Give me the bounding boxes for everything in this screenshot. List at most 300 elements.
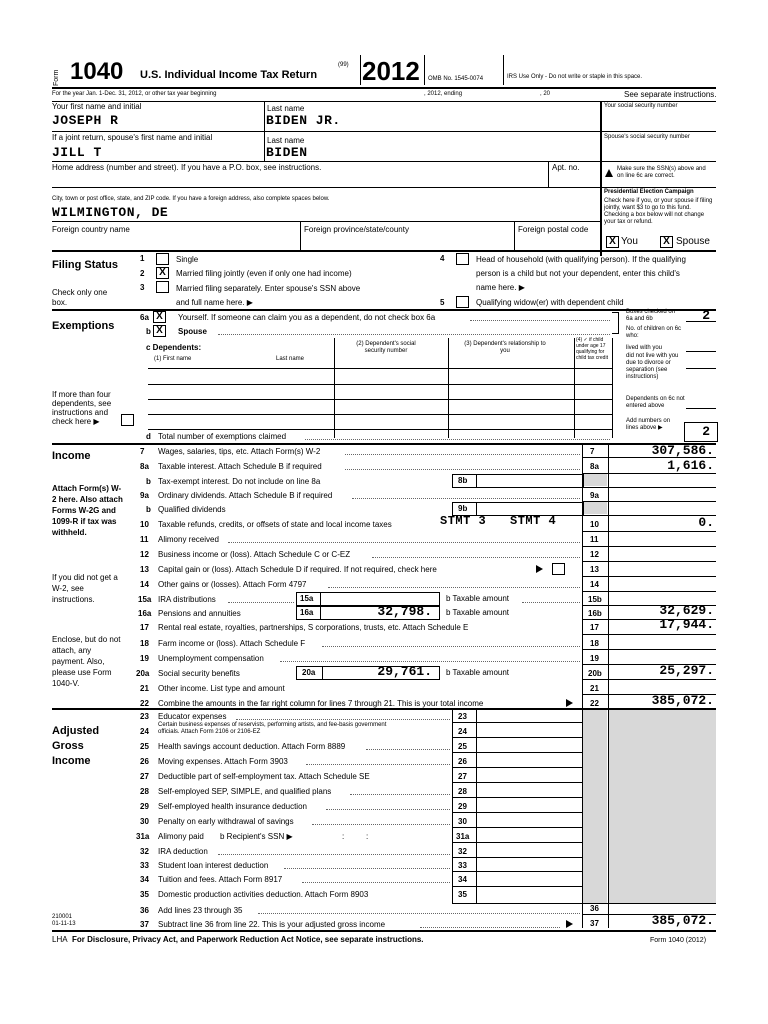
line-8b-box[interactable] xyxy=(452,474,584,488)
spouse-first-label: If a joint return, spouse's first name and initial xyxy=(52,133,213,142)
header-divider xyxy=(424,55,425,85)
line-13-checkbox[interactable] xyxy=(552,563,565,575)
line-num-29: 29 xyxy=(140,802,149,811)
stmt-4-ref: STMT 4 xyxy=(510,514,557,528)
line-10-value[interactable]: 0. xyxy=(698,515,714,530)
line-num-33: 33 xyxy=(140,861,149,870)
income-side-note-2: If you did not get a W-2, see instructions. xyxy=(52,573,118,604)
line-16a-label: Pensions and annuities xyxy=(158,609,241,618)
dot-leader xyxy=(366,749,450,750)
dot-leader xyxy=(218,334,610,335)
filing-single-label: Single xyxy=(176,255,199,264)
rule xyxy=(582,576,716,577)
line-15b-label: b Taxable amount xyxy=(446,594,510,603)
last-name-label: Last name xyxy=(267,104,305,113)
filing-hoh-label-2: person is a child but not your dependent, enter this child's xyxy=(476,269,680,278)
dot-leader xyxy=(522,602,580,603)
rule xyxy=(686,321,716,322)
rule xyxy=(548,161,549,187)
line-num-24: 24 xyxy=(140,727,149,736)
line-label-31a: 31a xyxy=(456,832,470,841)
campaign-text: Check here if you, or your spouse if filing jointly, want $3 to go to this fund. Checking a box below will not change your tax or refund. xyxy=(604,198,713,225)
line-num-4: 4 xyxy=(440,254,445,263)
line-16a-value[interactable]: 32,798. xyxy=(377,604,432,619)
line-24-label-1: Certain business expenses of reservists, performing artists, and fee-basis government xyxy=(158,722,387,728)
line-18-label: Farm income or (loss). Attach Schedule F xyxy=(158,639,306,648)
line-22-value[interactable]: 385,072. xyxy=(651,693,714,708)
not-lived-label: did not live with you due to divorce or separation (see instructions) xyxy=(626,353,679,380)
rule xyxy=(582,546,716,547)
form-title: U.S. Individual Income Tax Return xyxy=(140,69,318,81)
spouse-last-label: Last name xyxy=(267,136,305,145)
spouse-ssn-label: Spouse's social security number xyxy=(604,134,690,140)
rule xyxy=(582,473,716,474)
line-num-26: 26 xyxy=(140,757,149,766)
rule xyxy=(452,886,582,887)
line-34-label: Tuition and fees. Attach Form 8917 xyxy=(158,875,283,884)
line-num-10: 10 xyxy=(140,520,149,529)
form-number: 1040 xyxy=(70,58,124,85)
line-num-27: 27 xyxy=(140,772,149,781)
income-side-note-1: Attach Form(s) W-2 here. Also attach Forms W-2G and 1099-R if tax was withheld. xyxy=(52,484,123,537)
dot-leader xyxy=(420,927,560,928)
rule xyxy=(52,250,716,252)
tax-year-line: For the year Jan. 1-Dec. 31, 2012, or other tax year beginning xyxy=(52,91,217,97)
line-24-label-2: officials. Attach Form 2106 or 2106-EZ xyxy=(158,729,261,735)
filing-hoh-label-3: name here. ▶ xyxy=(476,283,525,292)
line-16b-label: b Taxable amount xyxy=(446,608,510,617)
dep-relationship-col: (3) Dependent's relationship to you xyxy=(464,341,546,354)
line-label-9a: 9a xyxy=(590,491,599,500)
line-7-label: Wages, salaries, tips, etc. Attach Form(s) W-2 xyxy=(158,447,321,456)
line-num-14: 14 xyxy=(590,580,599,589)
header-divider xyxy=(503,55,504,85)
children-label: No. of children on 6c who: xyxy=(626,326,682,339)
line-26-label: Moving expenses. Attach Form 3903 xyxy=(158,757,288,766)
rule xyxy=(52,87,716,89)
line-label-9a: 9a xyxy=(140,491,149,500)
rule xyxy=(452,767,582,768)
line-num-24: 24 xyxy=(458,727,467,736)
line-31a-label: Alimony paid xyxy=(158,832,204,841)
rule xyxy=(452,903,716,904)
dot-leader xyxy=(345,469,580,470)
rule xyxy=(600,187,716,188)
dot-leader xyxy=(236,719,450,720)
boxes-checked-value[interactable]: 2 xyxy=(702,308,710,323)
rule xyxy=(52,187,602,188)
line-num-18: 18 xyxy=(140,639,149,648)
see-instructions: See separate instructions. xyxy=(624,90,717,99)
rule xyxy=(52,930,716,932)
form-code: (99) xyxy=(338,62,349,68)
line-label-16a: 16a xyxy=(138,609,152,618)
line-num-30: 30 xyxy=(458,817,467,826)
rule xyxy=(582,531,716,532)
line-num-37: 37 xyxy=(140,920,149,929)
line-num-25: 25 xyxy=(458,742,467,751)
agi-heading-2: Gross xyxy=(52,740,84,752)
line-8a-value[interactable]: 1,616. xyxy=(667,458,714,473)
filing-hoh-checkbox[interactable] xyxy=(456,253,469,265)
first-name-label: Your first name and initial xyxy=(52,102,142,111)
exemption-spouse-checkbox[interactable]: X xyxy=(153,325,166,337)
arrow-right-icon xyxy=(566,699,573,707)
arrow-right-icon xyxy=(566,920,573,928)
dot-leader xyxy=(372,557,580,558)
line-num-21: 21 xyxy=(590,684,599,693)
line-14-label: Other gains or (losses). Attach Form 4797 xyxy=(158,580,307,589)
line-11-label: Alimony received xyxy=(158,535,219,544)
rule xyxy=(452,752,582,753)
line-num-11: 11 xyxy=(590,535,599,544)
footer-form-ref: Form 1040 (2012) xyxy=(650,937,707,944)
campaign-spouse-checkbox[interactable]: X xyxy=(660,236,673,248)
shaded-area xyxy=(609,708,716,904)
city-label: City, town or post office, state, and ZIP code. If you have a foreign address, also complete spaces below. xyxy=(52,196,330,202)
line-num-36: 36 xyxy=(590,904,599,913)
dependents-label: c Dependents: xyxy=(146,343,202,352)
line-num-12: 12 xyxy=(590,550,599,559)
line-label-9b: 9b xyxy=(458,504,468,513)
line-num-11: 11 xyxy=(140,535,149,544)
line-20a-label: Social security benefits xyxy=(158,669,240,678)
total-exemptions-label: Total number of exemptions claimed xyxy=(158,432,287,441)
line-num-21: 21 xyxy=(140,684,149,693)
filing-single-checkbox[interactable] xyxy=(156,253,169,265)
line-label-8a: 8a xyxy=(140,462,149,471)
rule xyxy=(686,368,716,369)
dot-leader xyxy=(228,602,294,603)
line-num-25: 25 xyxy=(140,742,149,751)
line-num-22: 22 xyxy=(590,699,599,708)
line-label-16b: 16b xyxy=(588,609,602,618)
check-only-note: Check only one box. xyxy=(52,288,108,307)
line-16b-value[interactable]: 32,629. xyxy=(659,603,714,618)
foreign-postal-label: Foreign postal code xyxy=(518,225,589,234)
line-28-label: Self-employed SEP, SIMPLE, and qualified plans xyxy=(158,787,332,796)
line-12-label: Business income or (loss). Attach Schedule C or C-EZ xyxy=(158,550,351,559)
rule xyxy=(452,842,582,843)
footer-notice: For Disclosure, Privacy Act, and Paperwork Reduction Act Notice, see separate instructions. xyxy=(72,935,424,944)
shaded-area xyxy=(583,708,607,904)
line-8a-label: Taxable interest. Attach Schedule B if required xyxy=(158,462,322,471)
line-num-14: 14 xyxy=(140,580,149,589)
line-label-d: d xyxy=(146,432,151,441)
line-label-6b: b xyxy=(146,327,151,336)
rule xyxy=(686,351,716,352)
stmt-3-ref: STMT 3 xyxy=(440,514,487,528)
rule xyxy=(452,857,582,858)
line-num-5: 5 xyxy=(440,298,445,307)
ssn-label: Your social security number xyxy=(604,103,678,109)
line-22-label: Combine the amounts in the far right column for lines 7 through 21. This is your total income xyxy=(158,699,484,708)
rule xyxy=(582,561,716,562)
line-num-18: 18 xyxy=(590,639,599,648)
line-num-19: 19 xyxy=(140,654,149,663)
line-29-label: Self-employed health insurance deduction xyxy=(158,802,307,811)
line-label-b: b xyxy=(146,477,151,486)
line-8b-label: Tax-exempt interest. Do not include on line 8a xyxy=(158,477,321,486)
dep-ssn-col: (2) Dependent's social security number xyxy=(356,341,416,354)
rule xyxy=(582,487,716,488)
line-10-label: Taxable refunds, credits, or offsets of state and local income taxes xyxy=(158,520,392,529)
rule xyxy=(582,679,716,680)
line-label-20a: 20a xyxy=(136,669,150,678)
filing-separate-checkbox[interactable] xyxy=(156,281,169,293)
ssn-separator: : xyxy=(366,832,369,841)
not-entered-label: Dependents on 6c not entered above xyxy=(626,396,685,409)
line-num-27: 27 xyxy=(458,772,467,781)
rule xyxy=(452,737,582,738)
first-name-value[interactable]: JOSEPH R xyxy=(52,113,119,128)
line-num-34: 34 xyxy=(140,875,149,884)
line-num-22: 22 xyxy=(140,699,149,708)
dot-leader xyxy=(280,661,580,662)
shaded-area xyxy=(583,474,607,486)
dot-leader xyxy=(258,913,580,914)
rule xyxy=(582,649,716,650)
dep-first-name-col: (1) First name xyxy=(154,356,192,362)
foreign-province-label: Foreign province/state/county xyxy=(304,225,409,234)
rule xyxy=(452,722,582,723)
line-13-label: Capital gain or (loss). Attach Schedule D if required. If not required, check here xyxy=(158,565,437,574)
campaign-you-checkbox[interactable]: X xyxy=(606,236,619,248)
arrow-up-icon xyxy=(605,169,613,177)
line-19-label: Unemployment compensation xyxy=(158,654,264,663)
irs-use-note: IRS Use Only - Do not write or staple in this space. xyxy=(507,74,643,80)
rule xyxy=(574,338,575,438)
exemption-yourself-checkbox[interactable]: X xyxy=(153,311,166,323)
agi-heading-3: Income xyxy=(52,755,91,767)
line-num-33: 33 xyxy=(458,861,467,870)
exemption-brace xyxy=(612,312,619,334)
filing-widow-checkbox[interactable] xyxy=(456,296,469,308)
rule xyxy=(582,501,716,502)
line-num-23: 23 xyxy=(140,712,149,721)
exemption-yourself-label: Yourself. If someone can claim you as a dependent, do not check box 6a xyxy=(178,313,436,322)
campaign-you-label: You xyxy=(621,236,638,247)
rule xyxy=(300,221,301,250)
line-num-10: 10 xyxy=(590,520,599,529)
city-value[interactable]: WILMINGTON, DE xyxy=(52,205,169,220)
dot-leader xyxy=(312,824,450,825)
line-num-34: 34 xyxy=(458,875,467,884)
line-label-6a: 6a xyxy=(140,313,149,322)
dot-leader xyxy=(228,542,580,543)
campaign-title: Presidential Election Campaign xyxy=(604,189,694,195)
line-32-label: IRA deduction xyxy=(158,847,208,856)
line-36-label: Add lines 23 through 35 xyxy=(158,906,243,915)
line-17-label: Rental real estate, royalties, partnerships, S corporations, trusts, etc. Attach Schedule E xyxy=(158,623,469,632)
rule xyxy=(612,338,613,438)
line-num-17: 17 xyxy=(140,623,149,632)
rule xyxy=(452,782,582,783)
line-label-8b: 8b xyxy=(458,476,468,485)
more-than-four-note: If more than four dependents, see instructions and check here ▶ xyxy=(52,390,112,426)
line-27-label: Deductible part of self-employment tax. Attach Schedule SE xyxy=(158,772,370,781)
rule xyxy=(52,221,602,222)
line-num-29: 29 xyxy=(458,802,467,811)
line-num-19: 19 xyxy=(590,654,599,663)
dot-leader xyxy=(470,320,610,321)
line-num-32: 32 xyxy=(458,847,467,856)
rule xyxy=(320,592,321,605)
rule xyxy=(600,101,602,256)
dot-leader xyxy=(284,868,450,869)
line-label-20b: 20b xyxy=(588,669,602,678)
footer-lha: LHA xyxy=(52,935,68,944)
line-label-8a: 8a xyxy=(590,462,599,471)
arrow-right-icon xyxy=(536,565,543,573)
line-20a-value[interactable]: 29,761. xyxy=(377,664,432,679)
line-num-3: 3 xyxy=(140,283,145,292)
line-num-2: 2 xyxy=(140,269,145,278)
shaded-area xyxy=(583,502,607,514)
rule xyxy=(476,474,477,487)
rule xyxy=(52,131,716,132)
line-9a-label: Ordinary dividends. Attach Schedule B if required xyxy=(158,491,333,500)
rule xyxy=(452,812,582,813)
rule xyxy=(452,827,582,828)
filing-separate-name: and full name here. ▶ xyxy=(176,298,253,307)
dot-leader xyxy=(306,764,450,765)
line-num-13: 13 xyxy=(590,565,599,574)
dot-leader xyxy=(328,587,580,588)
rule xyxy=(452,797,582,798)
rule xyxy=(320,606,321,619)
rule xyxy=(148,384,612,385)
line-15a-label: IRA distributions xyxy=(158,595,216,604)
rule xyxy=(148,429,612,430)
exemption-spouse-label: Spouse xyxy=(178,327,207,336)
rule xyxy=(686,408,716,409)
rule xyxy=(52,101,716,102)
spouse-last-value[interactable]: BIDEN xyxy=(266,145,308,160)
rule xyxy=(514,221,515,250)
income-heading: Income xyxy=(52,450,91,462)
line-label-15b: 15b xyxy=(588,595,602,604)
line-num-28: 28 xyxy=(140,787,149,796)
line-25-label: Health savings account deduction. Attach Form 8889 xyxy=(158,742,346,751)
filing-separate-label: Married filing separately. Enter spouse's SSN above xyxy=(176,284,361,293)
dot-leader xyxy=(352,498,580,499)
line-num-12: 12 xyxy=(140,550,149,559)
footer-code-1: 210001 xyxy=(52,914,73,920)
line-35-label: Domestic production activities deduction. Attach Form 8903 xyxy=(158,890,369,899)
line-num-13: 13 xyxy=(140,565,149,574)
form-label: Form xyxy=(53,69,60,86)
rule xyxy=(52,708,716,710)
line-label-b: b xyxy=(146,505,151,514)
line-23-label: Educator expenses xyxy=(158,712,227,721)
line-37-value[interactable]: 385,072. xyxy=(651,913,714,928)
line-label-15a: 15a xyxy=(300,594,314,603)
line-num-17: 17 xyxy=(590,623,599,632)
line-num-35: 35 xyxy=(458,890,467,899)
line-label-15a: 15a xyxy=(138,595,152,604)
filing-joint-checkbox[interactable]: X xyxy=(156,267,169,279)
rule xyxy=(148,414,612,415)
line-label-16a: 16a xyxy=(300,608,314,617)
address-label: Home address (number and street). If you have a P.O. box, see instructions. xyxy=(52,163,322,172)
line-20b-label: b Taxable amount xyxy=(446,668,510,677)
line-21-label: Other income. List type and amount xyxy=(158,684,285,693)
tax-year-ending: , 2012, ending xyxy=(424,91,463,97)
filing-joint-label: Married filing jointly (even if only one had income) xyxy=(176,269,352,278)
omb-number: OMB No. 1545-0074 xyxy=(428,76,484,82)
line-num-36: 36 xyxy=(140,906,149,915)
filing-status-heading: Filing Status xyxy=(52,259,118,271)
dot-leader xyxy=(350,794,450,795)
rule xyxy=(148,399,612,400)
line-num-26: 26 xyxy=(458,757,467,766)
line-label-20a: 20a xyxy=(302,668,316,677)
spouse-first-value[interactable]: JILL T xyxy=(52,145,102,160)
dep-child-credit-col: (4) ✓ if child under age 17 qualifying for child tax credit xyxy=(576,337,608,361)
dot-leader xyxy=(218,854,450,855)
line-num-7: 7 xyxy=(140,447,145,456)
more-than-four-checkbox[interactable] xyxy=(121,414,134,426)
apt-label: Apt. no. xyxy=(552,163,580,172)
footer-code-2: 01-11-13 xyxy=(52,921,76,927)
rule xyxy=(334,338,335,438)
line-label-31a: 31a xyxy=(136,832,150,841)
line-37-label: Subtract line 36 from line 22. This is your adjusted gross income xyxy=(158,920,386,929)
dot-leader xyxy=(302,882,450,883)
rule xyxy=(582,634,716,635)
dot-leader xyxy=(322,646,580,647)
rule xyxy=(148,368,612,369)
filing-hoh-label-1: Head of household (with qualifying person). If the qualifying xyxy=(476,255,686,264)
ssn-note: Make sure the SSN(s) above and on line 6c are correct. xyxy=(617,166,706,179)
dep-last-name-col: Last name xyxy=(276,356,305,362)
last-name-value[interactable]: BIDEN JR. xyxy=(266,113,341,128)
form-year: 2012 xyxy=(362,56,420,86)
line-17-value[interactable]: 17,944. xyxy=(659,617,714,632)
dot-leader xyxy=(345,454,580,455)
ssn-separator: : xyxy=(342,832,345,841)
line-20b-value[interactable]: 25,297. xyxy=(659,663,714,678)
rule xyxy=(452,871,582,872)
line-num-37: 37 xyxy=(590,919,599,928)
total-exemptions-value[interactable]: 2 xyxy=(702,424,710,439)
rule xyxy=(582,591,716,592)
foreign-country-label: Foreign country name xyxy=(52,225,130,234)
rule xyxy=(52,309,716,311)
line-num-30: 30 xyxy=(140,817,149,826)
filing-widow-label: Qualifying widow(er) with dependent child xyxy=(476,298,624,307)
line-31b-label: b Recipient's SSN ▶ xyxy=(220,832,293,841)
line-7-value[interactable]: 307,586. xyxy=(651,443,714,458)
tax-year-20: , 20 xyxy=(540,91,551,97)
lived-with-label: lived with you xyxy=(626,345,663,351)
line-9b-label: Qualified dividends xyxy=(158,505,226,514)
dot-leader xyxy=(326,809,450,810)
line-33-label: Student loan interest deduction xyxy=(158,861,269,870)
line-num-23: 23 xyxy=(458,712,467,721)
dot-leader xyxy=(305,439,610,440)
line-num-35: 35 xyxy=(140,890,149,899)
header-divider xyxy=(360,55,361,85)
exemptions-heading: Exemptions xyxy=(52,320,115,332)
rule xyxy=(52,161,716,162)
campaign-spouse-label: Spouse xyxy=(676,236,710,247)
rule xyxy=(448,338,449,438)
boxes-checked-label: Boxes checked on 6a and 6b xyxy=(626,309,676,322)
line-num-28: 28 xyxy=(458,787,467,796)
add-numbers-label: Add numbers on lines above ▶ xyxy=(626,418,671,431)
